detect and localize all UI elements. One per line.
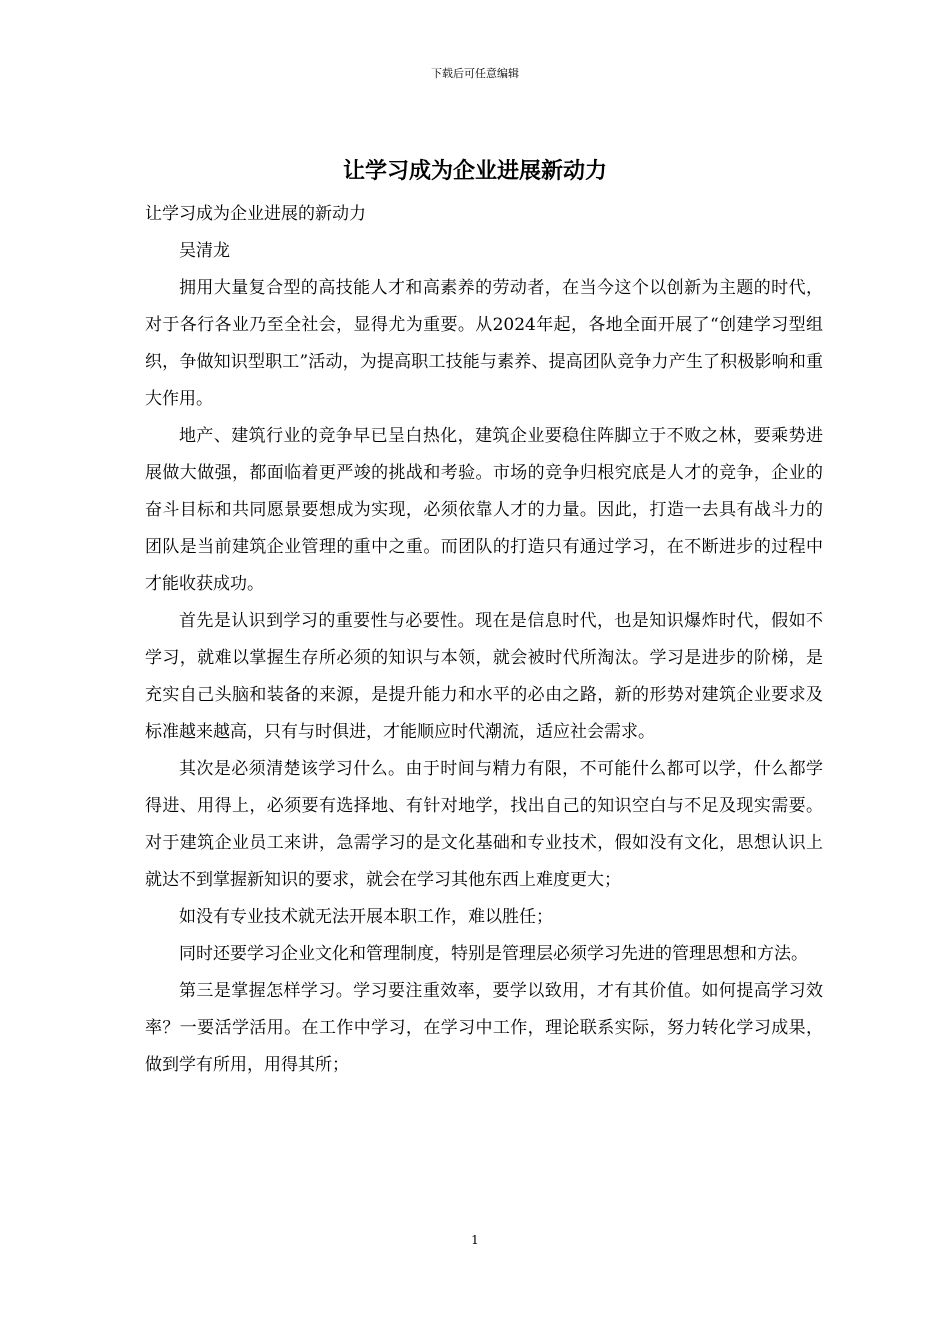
paragraph: 拥用大量复合型的高技能人才和高素养的劳动者，在当今这个以创新为主题的时代，对于各行各业乃至全社会，显得尤为重要。从2024年起，各地全面开展了“创建学习型组织，争做知识型职工”活动，为提高职工技能与素养、提高团队竞争力产生了积极影响和重大作用。	[145, 278, 823, 409]
paragraph: 其次是必须清楚该学习什么。由于时间与精力有限，不可能什么都可以学，什么都学得进、用得上，必须要有选择地、有针对地学，找出自己的知识空白与不足及现实需要。对于建筑企业员工来讲，急需学习的是文化基础和专业技术，假如没有文化，思想认识上就达不到掌握新知识的要求，就会在学习其他东西上难度更大；	[145, 759, 823, 890]
paragraph: 如没有专业技术就无法开展本职工作，难以胜任；	[179, 907, 553, 927]
document-title: 让学习成为企业进展新动力	[342, 158, 607, 184]
page-number: 1	[471, 1233, 479, 1247]
author-line: 吴清龙	[179, 241, 230, 261]
document-body	[145, 196, 823, 1084]
paragraph: 第三是掌握怎样学习。学习要注重效率，要学以致用，才有其价值。如何提高学习效率？一要活学活用。在工作中学习，在学习中工作，理论联系实际，努力转化学习成果，做到学有所用，用得其所；	[145, 981, 823, 1075]
paragraph: 地产、建筑行业的竞争早已呈白热化，建筑企业要稳住阵脚立于不败之林，要乘势进展做大做强，都面临着更严竣的挑战和考验。市场的竞争归根究底是人才的竞争，企业的奋斗目标和共同愿景要想成为实现，必须依靠人才的力量。因此，打造一去具有战斗力的团队是当前建筑企业管理的重中之重。而团队的打造只有通过学习，在不断进步的过程中才能收获成功。	[145, 426, 823, 594]
subtitle-line: 让学习成为企业进展的新动力	[145, 204, 366, 224]
paragraph: 同时还要学习企业文化和管理制度，特别是管理层必须学习先进的管理思想和方法。	[179, 944, 808, 964]
paragraph: 首先是认识到学习的重要性与必要性。现在是信息时代，也是知识爆炸时代，假如不学习，就难以掌握生存所必须的知识与本领，就会被时代所淘汰。学习是进步的阶梯，是充实自己头脑和装备的来源，是提升能力和水平的必由之路，新的形势对建筑企业要求及标准越来越高，只有与时俱进，才能顺应时代潮流，适应社会需求。	[145, 611, 823, 742]
page-header-note: 下载后可任意编辑	[431, 67, 519, 80]
